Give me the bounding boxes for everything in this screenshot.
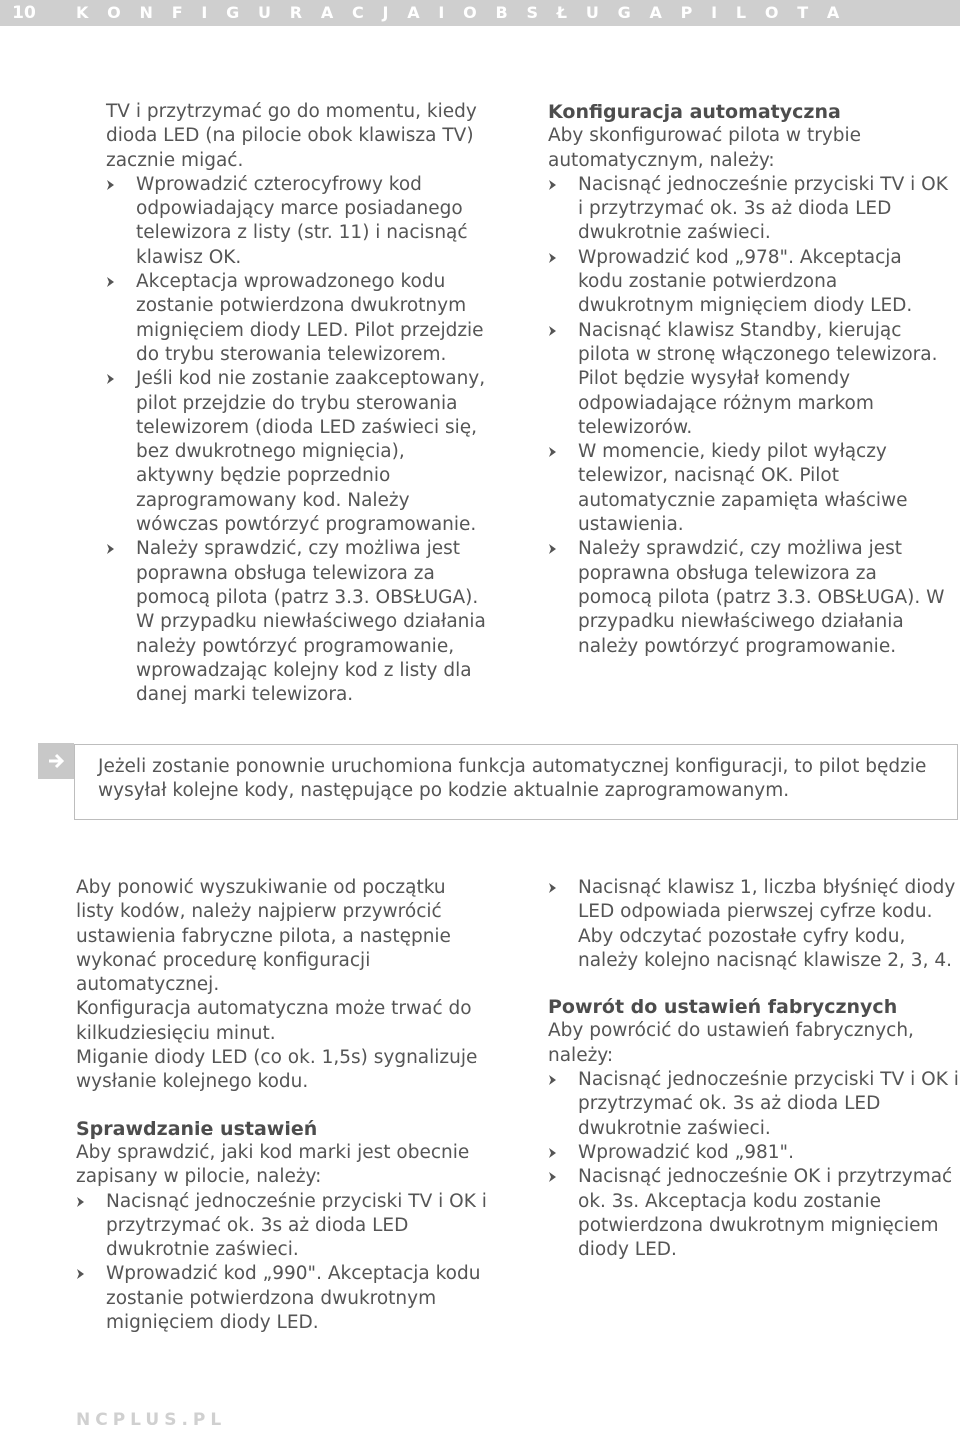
note-arrow-icon bbox=[38, 743, 74, 779]
section-heading: Sprawdzanie ustawień bbox=[76, 1117, 318, 1140]
list-item: Nacisnąć jednocześnie przyciski TV i OK i przytrzymać ok. 3s aż dioda LED dwukrotnie zaświeci. bbox=[76, 1190, 488, 1263]
top-left-column bbox=[106, 100, 488, 707]
intro-paragraph: Aby powrócić do ustawień fabrycznych, należy: bbox=[548, 1020, 914, 1066]
arrow-right-icon bbox=[548, 440, 562, 464]
list-item: Jeśli kod nie zostanie zaakceptowany, pilot przejdzie do trybu sterowania telewizorem (dioda LED zaświeci się, bez dwukrotnego mignięcia), aktywny będzie poprzednio zaprogramowany kod. Należy wówczas powtórzyć programowanie. bbox=[106, 367, 488, 537]
arrow-right-icon bbox=[548, 1068, 562, 1092]
list-item: Wprowadzić kod „990". Akceptacja kodu zostanie potwierdzona dwukrotnym mignięciem diody LED. bbox=[76, 1262, 488, 1335]
arrow-right-icon bbox=[548, 319, 562, 343]
note-text: Jeżeli zostanie ponownie uruchomiona funkcja automatycznej konfiguracji, to pilot będzie wysyłał kolejne kody, następujące po kodzie aktualnie zaprogramowanym. bbox=[98, 756, 927, 802]
arrow-right-icon bbox=[76, 1262, 90, 1286]
list-item: Nacisnąć jednocześnie przyciski TV i OK i przytrzymać ok. 3s aż dioda LED dwukrotnie zaświeci. bbox=[548, 173, 948, 246]
top-right-column bbox=[548, 100, 948, 659]
section-heading: Powrót do ustawień fabrycznych bbox=[548, 996, 898, 1019]
arrow-right-icon bbox=[106, 270, 120, 294]
arrow-right-icon bbox=[106, 173, 120, 197]
header-bar bbox=[0, 0, 960, 26]
arrow-right-icon bbox=[76, 1190, 90, 1214]
arrow-right-icon bbox=[106, 367, 120, 391]
section-heading: Konfiguracja automatyczna bbox=[548, 101, 841, 123]
list-item: Wprowadzić kod „981". bbox=[548, 1141, 960, 1165]
bullet-list bbox=[548, 876, 960, 925]
list-item: Należy sprawdzić, czy możliwa jest poprawna obsługa telewizora za pomocą pilota (patrz 3.3. OBSŁUGA). W przypadku niewłaściwego działania należy powtórzyć programowanie, wprowadzając kolejny kod z listy dla danej marki telewizora. bbox=[106, 537, 488, 707]
bottom-right-column bbox=[548, 876, 960, 1262]
list-item: Nacisnąć klawisz 1, liczba błyśnięć diody LED odpowiada pierwszej cyfrze kodu. bbox=[548, 876, 960, 925]
page-number: 10 bbox=[12, 3, 36, 23]
list-item: Wprowadzić czterocyfrowy kod odpowiadający marce posiadanego telewizora z listy (str. 11) i nacisnąć klawisz OK. bbox=[106, 173, 488, 270]
page-title: K O N F I G U R A C J A I O B S Ł U G A P I L O T A bbox=[76, 3, 846, 22]
list-item: Należy sprawdzić, czy możliwa jest poprawna obsługa telewizora za pomocą pilota (patrz 3.3. OBSŁUGA). W przypadku niewłaściwego działania należy powtórzyć programowanie. bbox=[548, 537, 948, 658]
list-item: W momencie, kiedy pilot wyłączy telewizor, nacisnąć OK. Pilot automatycznie zapamięta właściwe ustawienia. bbox=[548, 440, 948, 537]
bullet-list bbox=[106, 173, 488, 708]
list-item: Wprowadzić kod „978". Akceptacja kodu zostanie potwierdzona dwukrotnym mignięciem diody LED. bbox=[548, 246, 948, 319]
bullet-list bbox=[548, 1068, 960, 1262]
bullet-list bbox=[548, 173, 948, 659]
list-item: Nacisnąć jednocześnie przyciski TV i OK i przytrzymać ok. 3s aż dioda LED dwukrotnie zaświeci. bbox=[548, 1068, 960, 1141]
paragraph: Aby ponowić wyszukiwanie od początku listy kodów, należy najpierw przywrócić ustawienia fabryczne pilota, a następnie wykonać procedurę konfiguracji automatycznej. bbox=[76, 877, 451, 996]
arrow-right-icon bbox=[548, 246, 562, 270]
bullet-list bbox=[76, 1190, 488, 1336]
list-item: Nacisnąć jednocześnie OK i przytrzymać ok. 3s. Akceptacja kodu zostanie potwierdzona dwukrotnym mignięciem diody LED. bbox=[548, 1165, 960, 1262]
list-item: Akceptacja wprowadzonego kodu zostanie potwierdzona dwukrotnym mignięciem diody LED. Pilot przejdzie do trybu sterowania telewizorem. bbox=[106, 270, 488, 367]
intro-paragraph: TV i przytrzymać go do momentu, kiedy dioda LED (na pilocie obok klawisza TV) zacznie migać. bbox=[106, 101, 477, 171]
intro-paragraph: Aby sprawdzić, jaki kod marki jest obecnie zapisany w pilocie, należy: bbox=[76, 1141, 470, 1188]
arrow-right-icon bbox=[548, 173, 562, 197]
list-item: Nacisnąć klawisz Standby, kierując pilota w stronę włączonego telewizora. Pilot będzie wysyłał komendy odpowiadające różnym markom telewizorów. bbox=[548, 319, 948, 440]
footer-site: NCPLUS.PL bbox=[76, 1410, 227, 1430]
paragraph: Miganie diody LED (co ok. 1,5s) sygnalizuje wysłanie kolejnego kodu. bbox=[76, 1047, 478, 1093]
arrow-right-icon bbox=[548, 1141, 562, 1165]
bottom-left-column bbox=[76, 876, 488, 1335]
arrow-right-icon bbox=[106, 537, 120, 561]
arrow-right-icon bbox=[548, 1165, 562, 1189]
intro-paragraph: Aby skonfigurować pilota w trybie automatycznym, należy: bbox=[548, 125, 862, 171]
arrow-right-icon bbox=[548, 537, 562, 561]
list-item-continuation: Aby odczytać pozostałe cyfry kodu, należy kolejno nacisnąć klawisze 2, 3, 4. bbox=[578, 925, 952, 971]
paragraph: Konfiguracja automatyczna może trwać do kilkudziesięciu minut. bbox=[76, 998, 472, 1044]
arrow-right-icon bbox=[548, 876, 562, 900]
